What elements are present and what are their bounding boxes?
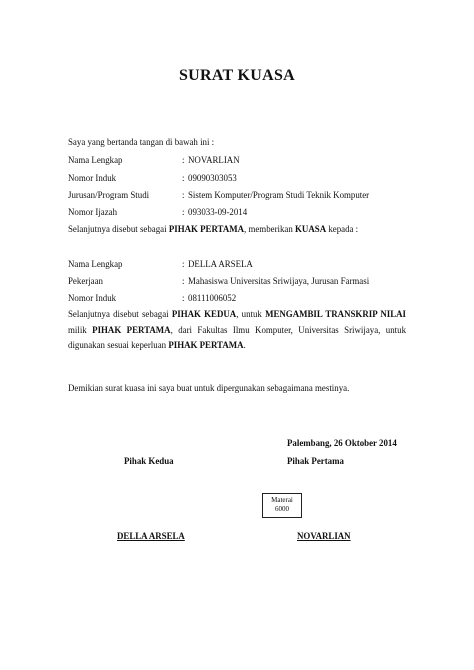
purpose-bold: MENGAMBIL TRANSKRIP NILAI (265, 309, 407, 319)
second-party-signature-name: DELLA ARSELA (117, 531, 185, 541)
field-label: Jurusan/Program Studi (68, 190, 150, 200)
field-separator: : (182, 173, 185, 183)
purpose-bold: PIHAK PERTAMA (92, 324, 171, 335)
second-party-role: Pihak Kedua (124, 456, 174, 466)
purpose-text: milik (68, 324, 93, 335)
first-party-signature-name: NOVARLIAN (297, 531, 351, 541)
first-party-role: Pihak Pertama (287, 456, 344, 466)
field-label: Nomor Induk (68, 293, 117, 303)
field-value: Sistem Komputer/Program Studi Teknik Komputer (188, 190, 370, 200)
first-party-row-program (68, 190, 369, 201)
grant-text-post: kepada : (326, 224, 359, 234)
purpose-text: , dari Fakultas Ilmu Komputer, Universitas Sriwijaya, untuk digunakan sesuai keperluan (68, 324, 407, 350)
field-separator: : (182, 293, 185, 303)
document-title: SURAT KUASA (178, 67, 296, 84)
purpose-text: , untuk (236, 309, 266, 319)
second-party-row-name (68, 259, 253, 270)
purpose-text: Selanjutnya disebut sebagai (68, 309, 172, 319)
field-value: DELLA ARSELA (188, 259, 253, 269)
intro-text: Saya yang bertanda tangan di bawah ini : (68, 137, 215, 147)
first-party-row-certificate (68, 207, 247, 218)
first-party-row-name (68, 155, 240, 166)
field-value: NOVARLIAN (188, 155, 240, 165)
first-party-row-id (68, 173, 237, 184)
grant-text-pre: Selanjutnya disebut sebagai (68, 224, 169, 234)
field-separator: : (182, 190, 185, 200)
closing-statement: Demikian surat kuasa ini saya buat untuk dipergunakan sebagaimana mestinya. (68, 383, 350, 393)
second-party-row-occupation (68, 276, 369, 287)
field-label: Nomor Ijazah (68, 207, 118, 217)
field-value: 093033-09-2014 (188, 207, 248, 217)
purpose-text: . (243, 340, 246, 350)
purpose-paragraph (68, 307, 406, 354)
field-label: Nama Lengkap (68, 155, 123, 165)
stamp-label: Materai (271, 496, 293, 504)
grant-statement (68, 224, 358, 235)
field-label: Pekerjaan (68, 276, 103, 286)
purpose-bold: PIHAK PERTAMA (168, 340, 244, 350)
field-label: Nama Lengkap (68, 259, 123, 269)
field-label: Nomor Induk (68, 173, 117, 183)
field-separator: : (182, 276, 185, 286)
stamp-value: 6000 (275, 505, 289, 513)
grant-kuasa-bold: KUASA (295, 224, 327, 234)
grant-party-bold: PIHAK PERTAMA (168, 224, 245, 234)
stamp-box (262, 493, 302, 518)
second-party-row-id (68, 293, 236, 304)
field-value: Mahasiswa Universitas Sriwijaya, Jurusan Farmasi (188, 276, 370, 286)
purpose-bold: PIHAK KEDUA (171, 309, 237, 319)
field-value: 09090303053 (188, 173, 237, 183)
place-date: Palembang, 26 Oktober 2014 (287, 438, 397, 448)
field-separator: : (182, 207, 185, 217)
grant-text-mid: , memberikan (244, 224, 296, 234)
field-separator: : (182, 155, 185, 165)
field-separator: : (182, 259, 185, 269)
field-value: 08111006052 (188, 293, 237, 303)
